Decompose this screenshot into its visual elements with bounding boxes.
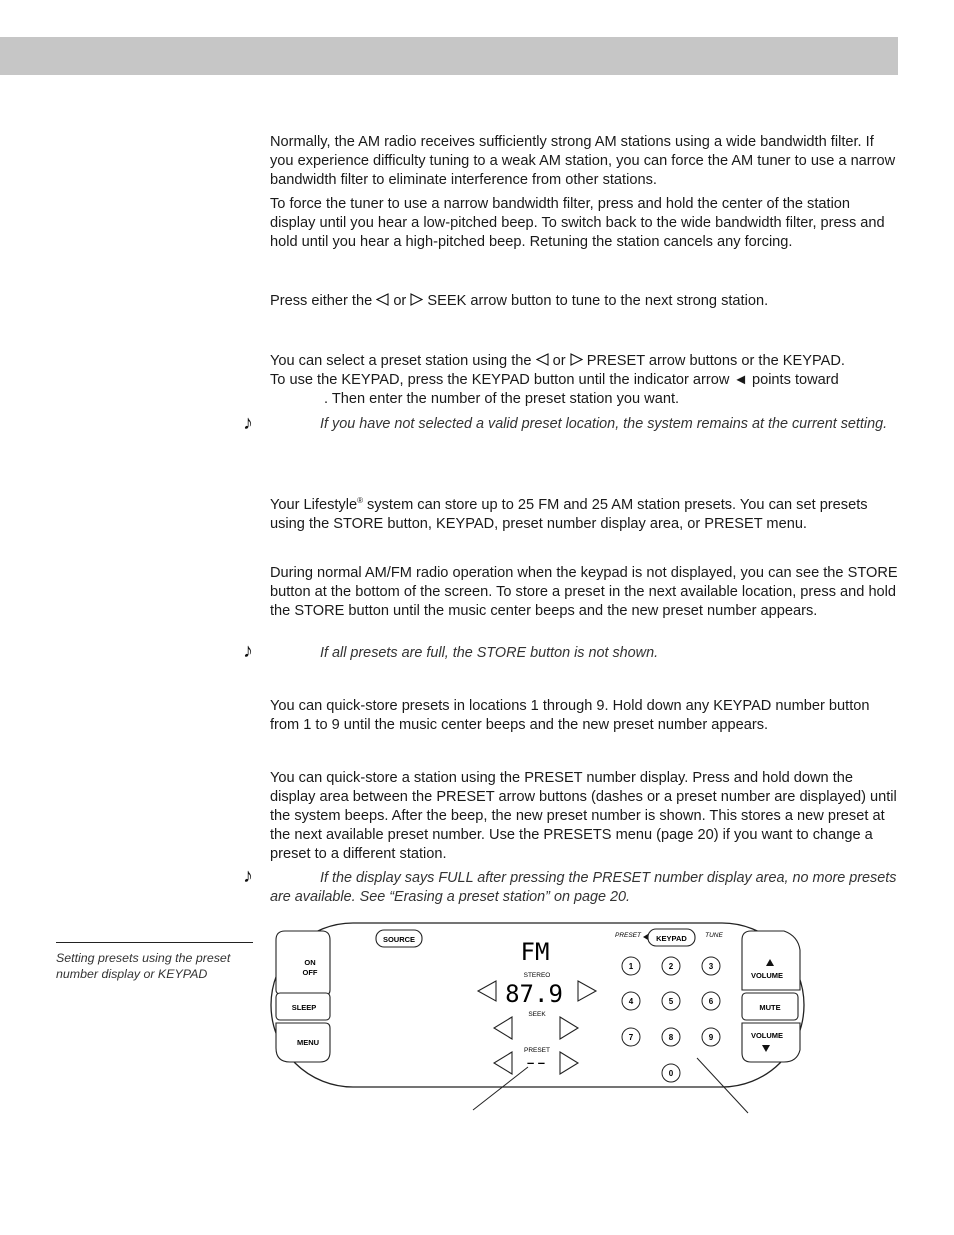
para-am-bandwidth: Normally, the AM radio receives sufficiently strong AM stations using a wide bandwidth filter. If you experience difficulty tuning to a weak AM station, you can force the AM tuner to use a narrow bandwidth filter to eliminate interference from other stations. — [270, 134, 896, 188]
key-label: 5 — [668, 997, 674, 1006]
para-force-narrow: To force the tuner to use a narrow bandwidth filter, press and hold the center of the station display until you hear a low-pitched beep. To switch back to the wide bandwidth filter, press and hold until you hear a high-pitched beep. Retuning the station cancels any forcing. — [270, 196, 885, 250]
music-note-icon: ♪ — [243, 640, 253, 662]
seek-text-pre: Press either the — [270, 293, 377, 309]
stereo-indicator: STEREO — [523, 972, 551, 979]
key-label: 1 — [628, 962, 634, 971]
header-bar — [0, 37, 898, 75]
volume-up-label: VOLUME — [750, 971, 784, 980]
keypad-label: KEYPAD — [656, 934, 687, 943]
menu-button[interactable] — [276, 1023, 330, 1062]
lifestyle-post: system can store up to 25 FM and 25 AM station presets. You can set presets using the STORE button, KEYPAD, preset number display area, or PRESET menu. — [270, 496, 868, 532]
mute-button[interactable] — [742, 993, 798, 1020]
key-6[interactable] — [702, 992, 720, 1010]
volume-down-label: VOLUME — [750, 1031, 784, 1040]
preset-number-display[interactable]: – – — [526, 1055, 546, 1070]
off-label: OFF — [302, 968, 318, 977]
key-7[interactable] — [622, 1028, 640, 1046]
note-valid-preset — [270, 415, 898, 434]
para-lifestyle — [270, 491, 898, 534]
seek-text-or: or — [389, 293, 411, 309]
sleep-label: SLEEP — [291, 1003, 317, 1012]
keypad-button[interactable] — [648, 929, 695, 946]
right-arrow-icon — [410, 293, 423, 306]
key-label: 2 — [668, 962, 674, 971]
key-label: 0 — [668, 1069, 674, 1078]
key-label: 9 — [708, 1033, 714, 1042]
key-4[interactable] — [622, 992, 640, 1010]
sleep-button[interactable] — [276, 993, 330, 1020]
band-display[interactable]: FM — [520, 938, 550, 966]
note1-text: If you have not selected a valid preset location, the system remains at the current setting. — [320, 416, 888, 432]
key-5[interactable] — [662, 992, 680, 1010]
key-label: 8 — [668, 1033, 674, 1042]
para-seek — [270, 292, 898, 311]
remote-control-illustration — [268, 920, 808, 1120]
registered-mark: ® — [357, 496, 363, 505]
preset-line3: . Then enter the number of the preset station you want. — [324, 391, 680, 407]
left-arrow-icon — [376, 293, 389, 306]
key-8[interactable] — [662, 1028, 680, 1046]
key-1[interactable] — [622, 957, 640, 975]
preset-indicator-label: PRESET — [614, 932, 642, 939]
on-label: ON — [304, 958, 316, 967]
key-0[interactable] — [662, 1064, 680, 1082]
volume-up-button[interactable] — [742, 931, 800, 990]
key-9[interactable] — [702, 1028, 720, 1046]
key-label: 7 — [628, 1033, 634, 1042]
note3-text: If the display says FULL after pressing the PRESET number display area, no more presets are available. See “Erasing a preset station” on page 20. — [270, 870, 897, 905]
preset-label: PRESET — [523, 1047, 551, 1054]
key-3[interactable] — [702, 957, 720, 975]
volume-down-button[interactable] — [742, 1023, 800, 1062]
preset-text-pre: You can select a preset station using the — [270, 353, 536, 369]
preset-line2-post: points toward — [747, 372, 839, 388]
figure-caption: Setting presets using the preset number display or KEYPAD — [56, 951, 231, 981]
para-preset-select — [270, 352, 898, 409]
preset-line2-pre: To use the KEYPAD, press the KEYPAD button until the indicator arrow — [270, 372, 734, 388]
para-quickstore-keypad: You can quick-store presets in locations 1 through 9. Hold down any KEYPAD number button from 1 to 9 until the music center beeps and the new preset number appears. — [270, 698, 870, 733]
indicator-arrow-icon: ◄ — [733, 372, 748, 388]
preset-text-post: PRESET arrow buttons or the KEYPAD. — [582, 353, 845, 369]
music-note-icon: ♪ — [243, 865, 253, 887]
preset-text-or: or — [548, 353, 570, 369]
note-presets-full — [270, 644, 898, 663]
right-arrow-icon — [570, 353, 583, 366]
source-label: SOURCE — [382, 935, 416, 944]
lifestyle-pre: Your Lifestyle — [270, 496, 358, 513]
note2-text: If all presets are full, the STORE button is not shown. — [320, 645, 659, 661]
tune-label: TUNE — [705, 932, 723, 939]
key-label: 6 — [708, 997, 714, 1006]
left-arrow-icon — [536, 353, 549, 366]
mute-label: MUTE — [759, 1003, 781, 1012]
caption-rule — [56, 942, 253, 943]
on-off-button[interactable] — [276, 931, 330, 995]
menu-label: MENU — [296, 1038, 320, 1047]
para-quickstore-display: You can quick-store a station using the PRESET number display. Press and hold down the display area between the PRESET arrow buttons (dashes or a preset number are displayed) until the system beeps. After the beep, the new preset number is shown. This stores a new preset at the next available preset number. Use the PRESETS menu (page 20) if you want to change a preset to a different station. — [270, 770, 897, 862]
frequency-display[interactable]: 87.9 — [505, 980, 563, 1008]
note-display-full — [270, 869, 898, 907]
seek-text-post: SEEK arrow button to tune to the next strong station. — [423, 293, 769, 309]
key-2[interactable] — [662, 957, 680, 975]
para-store-button: During normal AM/FM radio operation when the keypad is not displayed, you can see the STORE button at the bottom of the screen. To store a preset in the next available location, press and hold the STORE button until the music center beeps and the new preset number appears. — [270, 565, 898, 619]
source-button[interactable] — [376, 930, 422, 947]
key-label: 3 — [708, 962, 714, 971]
seek-label: SEEK — [528, 1011, 546, 1018]
music-note-icon: ♪ — [243, 412, 253, 434]
key-label: 4 — [628, 997, 634, 1006]
